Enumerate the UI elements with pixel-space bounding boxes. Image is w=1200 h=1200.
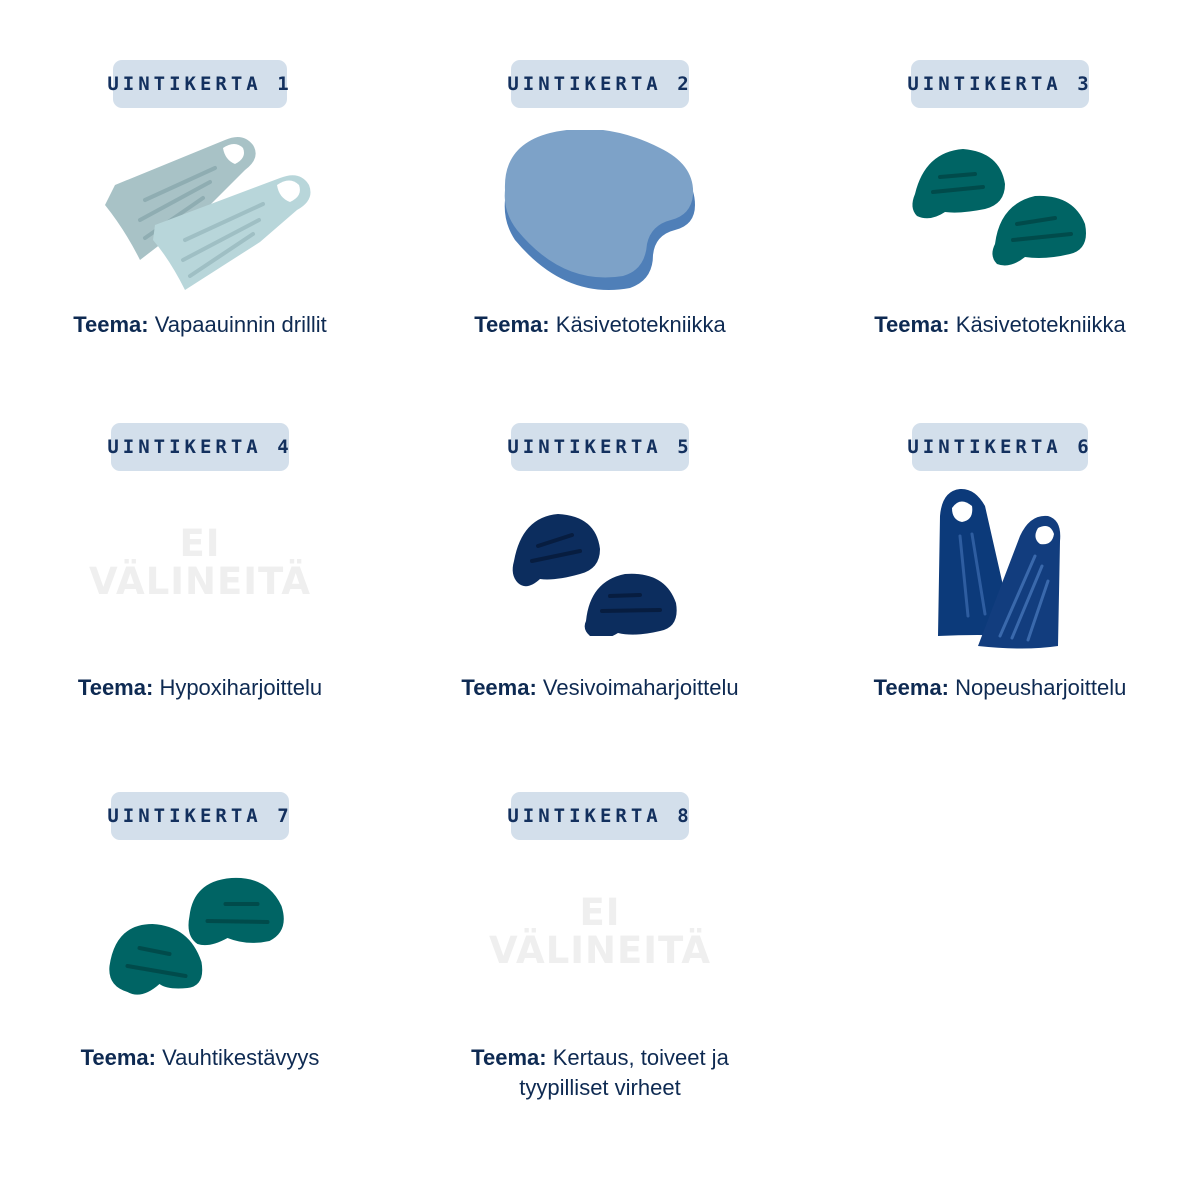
hand-paddles-icon [510,511,690,636]
session-badge: UINTIKERTA 3 [911,60,1089,108]
session-badge: UINTIKERTA 6 [912,423,1088,471]
session-theme: Teema: Vauhtikestävyys [80,1045,320,1070]
session-theme: Teema: Käsivetotekniikka [474,312,726,337]
session-7 [0,792,400,1092]
session-badge: UINTIKERTA 1 [113,60,287,108]
session-theme: Teema: Hypoxiharjoittelu [77,675,323,700]
hand-paddles-icon [108,876,293,1006]
session-badge: UINTIKERTA 7 [111,792,289,840]
session-8 [400,792,800,1112]
session-5 [400,423,800,723]
no-equipment-text: EI VÄLINEITÄ [488,891,712,972]
session-badge: UINTIKERTA 8 [511,792,689,840]
session-theme: Teema: Käsivetotekniikka [874,312,1126,337]
session-theme: Teema: Vapaauinnin drillit [73,312,327,337]
session-2 [400,60,800,360]
kickboard-icon [495,130,705,300]
session-theme: Teema: Nopeusharjoittelu [873,675,1127,700]
session-badge: UINTIKERTA 4 [111,423,289,471]
session-1 [0,60,400,360]
session-theme: Teema: Kertaus, toiveet ja tyypilliset virheet [471,1045,729,1100]
session-4 [0,423,400,723]
session-6 [800,423,1200,723]
fins-icon [930,486,1070,656]
no-equipment-text: EI VÄLINEITÄ [88,522,312,603]
session-badge: UINTIKERTA 5 [511,423,689,471]
fins-icon [85,130,315,300]
session-theme: Teema: Vesivoimaharjoittelu [461,675,739,700]
hand-paddles-icon [905,144,1095,284]
session-3 [800,60,1200,360]
session-badge: UINTIKERTA 2 [511,60,689,108]
